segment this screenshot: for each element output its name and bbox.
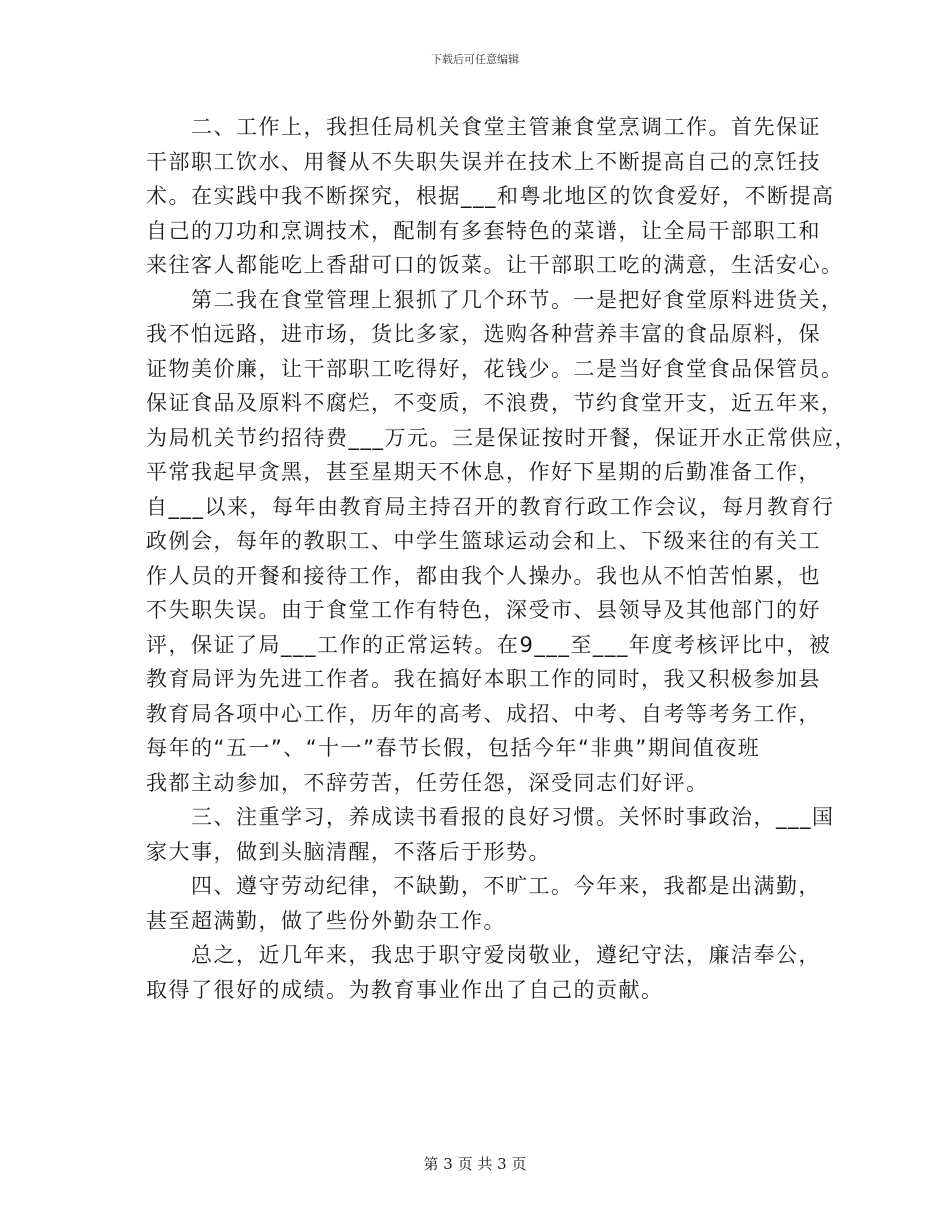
text-line: 自己的刀功和烹调技术，配制有多套特色的菜谱，让全局干部职工和	[146, 218, 821, 243]
text-line: 平常我起早贪黑，甚至星期天不休息，作好下星期的后勤准备工作，	[146, 460, 821, 484]
text-line: 证物美价廉，让干部职工吃得好，花钱少。二是当好食堂食品保管员。	[146, 356, 844, 381]
text-line: 家大事，做到头脑清醒，不落后于形势。	[146, 839, 551, 864]
text-line: 自___以来，每年由教育局主持召开的教育行政工作会议，每月教育行	[146, 494, 835, 519]
paragraph	[146, 110, 844, 283]
text-line: 来往客人都能吃上香甜可口的饭菜。让干部职工吃的满意，生活安心。	[146, 253, 844, 277]
page-header: 下载后可任意编辑	[431, 53, 519, 66]
text-line: 每年的“五一”、“十一”春节长假，包括今年“非典”期间值夜班	[146, 736, 761, 760]
paragraph	[146, 938, 821, 1007]
text-line: 第二我在食堂管理上狠抓了几个环节。一是把好食堂原料进货关，	[146, 287, 844, 312]
text-line: 二、工作上，我担任局机关食堂主管兼食堂烹调工作。首先保证	[146, 115, 821, 139]
document-body	[146, 110, 857, 1007]
text-line: 政例会，每年的教职工、中学生篮球运动会和上、下级来往的有关工	[146, 529, 821, 553]
text-line: 为局机关节约招待费___万元。三是保证按时开餐，保证开水正常供应，	[146, 425, 857, 450]
paragraph	[146, 869, 821, 938]
paragraph	[146, 283, 857, 801]
text-line: 教育局各项中心工作，历年的高考、成招、中考、自考等考务工作，	[146, 701, 821, 726]
page-footer: 第 3 页 共 3 页	[423, 1155, 527, 1173]
text-line: 甚至超满勤，做了些份外勤杂工作。	[146, 908, 506, 933]
text-line: 教育局评为先进工作者。我在搞好本职工作的同时，我又积极参加县	[146, 667, 821, 691]
text-line: 干部职工饮水、用餐从不失职失误并在技术上不断提高自己的烹饪技	[146, 149, 821, 174]
text-line: 作人员的开餐和接待工作，都由我个人操办。我也从不怕苦怕累，也	[146, 563, 821, 588]
text-line: 不失职失误。由于食堂工作有特色，深受市、县领导及其他部门的好	[146, 598, 821, 622]
text-line: 保证食品及原料不腐烂，不变质，不浪费，节约食堂开支，近五年来，	[146, 391, 844, 415]
text-line: 取得了很好的成绩。为教育事业作出了自己的贡献。	[146, 977, 664, 1002]
text-line: 四、遵守劳动纪律，不缺勤，不旷工。今年来，我都是出满勤，	[146, 874, 821, 898]
text-line: 术。在实践中我不断探究，根据___和粤北地区的饮食爱好，不断提高	[146, 184, 835, 208]
text-line: 总之，近几年来，我忠于职守爱岗敬业，遵纪守法，廉洁奉公，	[146, 943, 821, 967]
text-line: 评，保证了局___工作的正常运转。在9___至___年度考核评比中，被	[146, 632, 832, 657]
text-line: 我不怕远路，进市场，货比多家，选购各种营养丰富的食品原料，保	[146, 322, 821, 346]
text-line: 我都主动参加，不辞劳苦，任劳任怨，深受同志们好评。	[146, 770, 709, 795]
paragraph	[146, 800, 835, 869]
text-line: 三、注重学习，养成读书看报的良好习惯。关怀时事政治，___国	[146, 805, 835, 829]
